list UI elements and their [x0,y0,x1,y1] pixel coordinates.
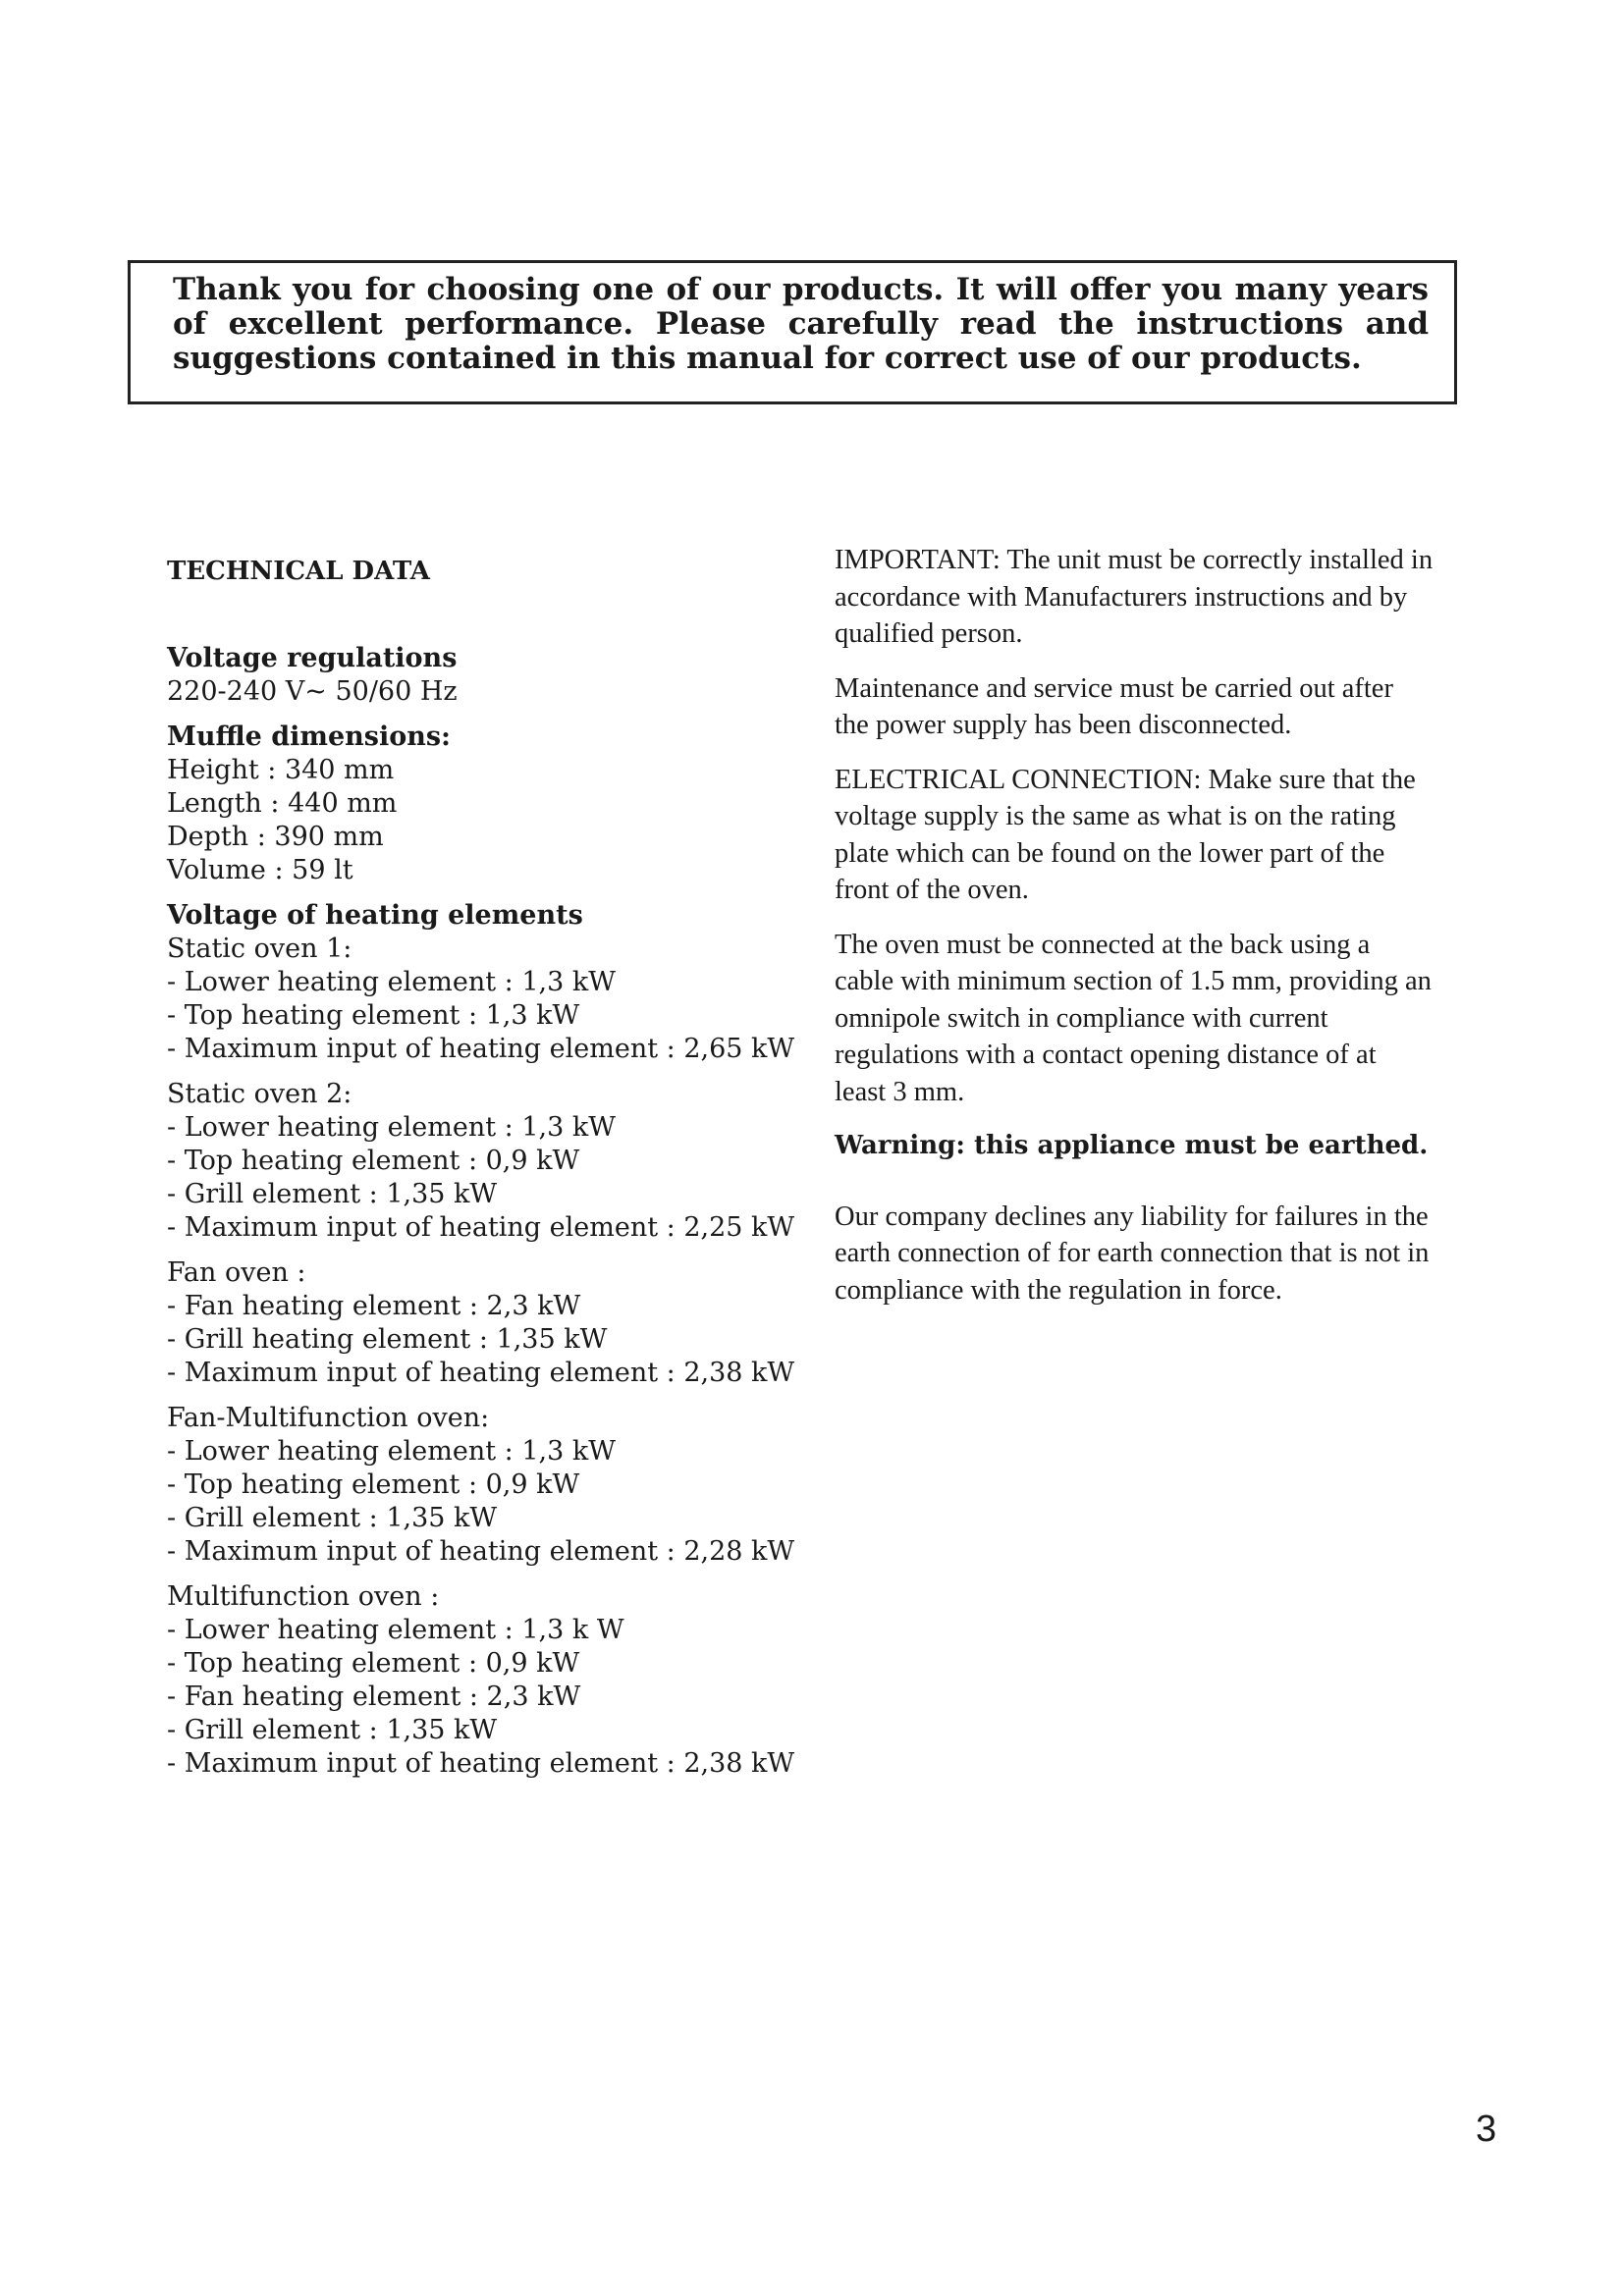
oven-spec-line: - Maximum input of heating element : 2,38 kW [167,1748,795,1779]
oven-spec-line: - Maximum input of heating element : 2,38 kW [167,1358,795,1388]
muffle-line: Volume : 59 lt [167,855,353,885]
important-paragraph: IMPORTANT: The unit must be correctly installed in accordance with Manufacturers instructions and by qualified person. [835,545,1434,649]
technical-data-column [167,545,815,1792]
oven-spec-line: - Lower heating element : 1,3 kW [167,967,616,997]
voltage-value: 220-240 V~ 50/60 Hz [167,676,458,707]
oven-block-static-1 [167,933,815,1066]
oven-spec-line: - Grill element : 1,35 kW [167,1179,498,1209]
elements-heading: Voltage of heating elements [167,900,583,931]
muffle-line: Height : 340 mm [167,755,395,785]
oven-spec-line: - Grill heating element : 1,35 kW [167,1324,608,1355]
electrical-connection-paragraph: ELECTRICAL CONNECTION: Make sure that the voltage supply is the same as what is on the rating plate which can be found on the lower part of the front of the oven. [835,764,1416,905]
safety-column [835,542,1434,1326]
oven-block-fan-multifunction [167,1402,815,1569]
oven-spec-line: - Top heating element : 0,9 kW [167,1648,580,1679]
oven-spec-line: - Grill element : 1,35 kW [167,1715,498,1745]
intro-notice [128,260,1457,404]
muffle-line: Length : 440 mm [167,788,398,819]
muffle-line: Depth : 390 mm [167,822,384,852]
oven-spec-line: - Maximum input of heating element : 2,65 kW [167,1034,795,1064]
oven-name: Fan-Multifunction oven: [167,1403,490,1433]
muffle-heading: Muffle dimensions: [167,721,452,752]
cable-connection-paragraph: The oven must be connected at the back using a cable with minimum section of 1.5 mm, providing an omnipole switch in compliance with current regulations with a contact opening distance of at least 3 mm. [835,929,1432,1107]
technical-data-title: TECHNICAL DATA [167,557,430,586]
oven-spec-line: - Top heating element : 0,9 kW [167,1146,580,1176]
maintenance-paragraph: Maintenance and service must be carried out after the power supply has been disconnected. [835,672,1393,740]
oven-spec-line: - Maximum input of heating element : 2,25 kW [167,1212,795,1243]
oven-name: Static oven 1: [167,934,352,964]
oven-spec-line: - Lower heating element : 1,3 k W [167,1615,624,1645]
oven-spec-line: - Fan heating element : 2,3 kW [167,1682,581,1712]
oven-spec-line: - Top heating element : 1,3 kW [167,1000,580,1031]
oven-spec-line: - Lower heating element : 1,3 kW [167,1436,616,1467]
muffle-block [167,721,815,887]
oven-block-multifunction [167,1580,815,1781]
oven-spec-line: - Fan heating element : 2,3 kW [167,1291,581,1321]
liability-paragraph: Our company declines any liability for failures in the earth connection of for earth connection that is not in compliance with the regulation in force. [835,1201,1430,1306]
oven-name: Static oven 2: [167,1079,352,1109]
page-number: 3 [1476,2109,1497,2150]
oven-spec-line: - Grill element : 1,35 kW [167,1503,498,1533]
oven-name: Multifunction oven : [167,1581,440,1612]
oven-spec-line: - Top heating element : 0,9 kW [167,1469,580,1500]
voltage-heading: Voltage regulations [167,643,458,673]
intro-text: Thank you for choosing one of our products. It will offer you many years of excellent performance. Please carefully read the instructions and suggestions contained in this manual for correct use of our products. [173,272,1429,376]
oven-spec-line: - Maximum input of heating element : 2,28 kW [167,1536,795,1567]
oven-name: Fan oven : [167,1257,306,1288]
earthing-warning: Warning: this appliance must be earthed. [835,1131,1429,1160]
oven-block-fan [167,1256,815,1390]
voltage-block [167,642,815,709]
oven-block-static-2 [167,1078,815,1245]
oven-spec-line: - Lower heating element : 1,3 kW [167,1112,616,1143]
